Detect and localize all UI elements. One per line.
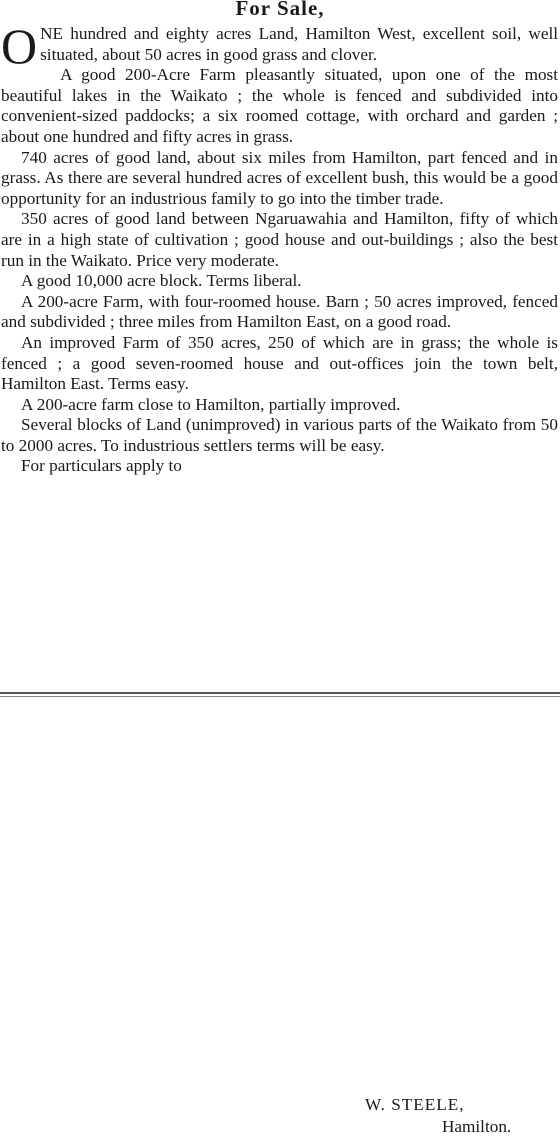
paragraph-land-hamilton-west: [1, 18, 558, 74]
advertisement-heading: For Sale,: [235, 0, 325, 20]
paragraph-improved-farm-350: An improved Farm of 350 acres, 250 of which are in grass; the whole is fenced ; a good seven-roomed house and out-offices join the town belt, Hamilton East. Terms easy.: [1, 332, 558, 394]
paragraph-200-acre-farm-barn: A 200-acre Farm, with four-roomed house. Barn ; 50 acres improved, fenced and subdivided ; three miles from Hamilton East, on a good road.: [1, 291, 558, 332]
signature-name: W. STEELE,: [365, 1095, 465, 1115]
paragraph-10000-acre-block: A good 10,000 acre block. Terms liberal.: [21, 271, 302, 291]
paragraph-particulars: For particulars apply to: [21, 456, 182, 476]
signature-place: Hamilton.: [442, 1117, 512, 1137]
paragraph-several-blocks: Several blocks of Land (unimproved) in various parts of the Waikato from 50 to 2000 acres. To industrious settlers terms will be easy.: [1, 415, 558, 455]
paragraph-350-acres-ngaruawahia: 350 acres of good land between Ngaruawahia and Hamilton, fifty of which are in a high state of cultivation ; good house and out-buildings ; also the best run in the Waikato. Price very moderate.: [1, 209, 558, 270]
paragraph-200-acre-close-hamilton: A 200-acre farm close to Hamilton, partially improved.: [21, 394, 401, 414]
paragraph-740-acres: 740 acres of good land, about six miles from Hamilton, part fenced and in grass. As there are several hundred acres of excellent bush, this would be a good opportunity for an industrious family to go into the timber trade.: [1, 147, 558, 208]
paragraph-text: NE hundred and eighty acres Land, Hamilton West, excellent soil, well situated, about 50 acres in good grass and clover.: [40, 24, 558, 64]
paragraph-lake-farm: A good 200-Acre Farm pleasantly situated, upon one of the most beautiful lakes in the Waikato ; the whole is fenced and subdivided into convenient-sized paddocks; a six roomed cottage, with orchard and garden ; about one hundred and fifty acres in grass.: [1, 65, 558, 146]
advertisement-body: [0, 18, 560, 477]
bottom-rule-secondary: [0, 696, 560, 697]
bottom-rule: [0, 692, 560, 694]
drop-cap-letter: O: [1, 18, 38, 74]
